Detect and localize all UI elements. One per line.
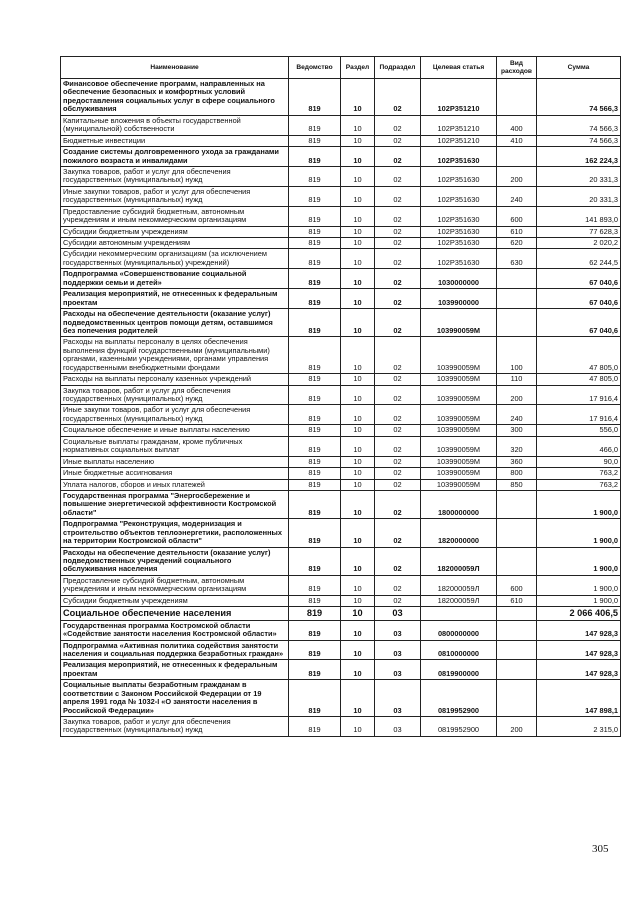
cell-name: Закупка товаров, работ и услуг для обеспечения государственных (муниципальных) нужд bbox=[61, 166, 289, 186]
cell-podrazdel: 02 bbox=[375, 519, 421, 547]
cell-podrazdel: 02 bbox=[375, 238, 421, 249]
cell-sum: 147 898,1 bbox=[537, 680, 621, 717]
cell-razdel: 10 bbox=[341, 206, 375, 226]
cell-target-article: 182000059Л bbox=[421, 595, 497, 606]
cell-expense-type: 320 bbox=[497, 436, 537, 456]
table-row bbox=[61, 269, 621, 289]
cell-expense-type bbox=[497, 640, 537, 660]
table-row bbox=[61, 249, 621, 269]
cell-podrazdel: 02 bbox=[375, 147, 421, 167]
header-podrazdel: Подраздел bbox=[375, 57, 421, 79]
cell-expense-type: 110 bbox=[497, 374, 537, 385]
table-row bbox=[61, 226, 621, 237]
cell-target-article: 102P351630 bbox=[421, 238, 497, 249]
cell-name: Создание системы долговременного ухода за гражданами пожилого возраста и инвалидами bbox=[61, 147, 289, 167]
cell-vedomstvo: 819 bbox=[289, 479, 341, 490]
cell-razdel: 10 bbox=[341, 519, 375, 547]
cell-name: Уплата налогов, сборов и иных платежей bbox=[61, 479, 289, 490]
cell-vedomstvo: 819 bbox=[289, 166, 341, 186]
cell-sum: 556,0 bbox=[537, 425, 621, 436]
cell-podrazdel: 02 bbox=[375, 425, 421, 436]
cell-podrazdel: 03 bbox=[375, 640, 421, 660]
cell-razdel: 10 bbox=[341, 309, 375, 337]
cell-sum: 47 805,0 bbox=[537, 337, 621, 374]
cell-name: Социальные выплаты гражданам, кроме публичных нормативных социальных выплат bbox=[61, 436, 289, 456]
cell-name: Иные бюджетные ассигнования bbox=[61, 468, 289, 479]
cell-sum: 67 040,6 bbox=[537, 309, 621, 337]
cell-expense-type: 610 bbox=[497, 595, 537, 606]
cell-podrazdel: 02 bbox=[375, 405, 421, 425]
cell-vedomstvo: 819 bbox=[289, 468, 341, 479]
cell-podrazdel: 02 bbox=[375, 226, 421, 237]
cell-name: Иные закупки товаров, работ и услуг для обеспечения государственных (муниципальных) нужд bbox=[61, 405, 289, 425]
table-row bbox=[61, 595, 621, 606]
cell-target-article: 102P351630 bbox=[421, 147, 497, 167]
cell-razdel: 10 bbox=[341, 575, 375, 595]
cell-expense-type: 600 bbox=[497, 575, 537, 595]
cell-podrazdel: 02 bbox=[375, 186, 421, 206]
cell-sum: 763,2 bbox=[537, 468, 621, 479]
cell-name: Социальное обеспечение населения bbox=[61, 607, 289, 620]
cell-razdel: 10 bbox=[341, 468, 375, 479]
cell-vedomstvo: 819 bbox=[289, 575, 341, 595]
cell-podrazdel: 02 bbox=[375, 547, 421, 575]
table-row bbox=[61, 135, 621, 146]
cell-name: Иные закупки товаров, работ и услуг для обеспечения государственных (муниципальных) нужд bbox=[61, 186, 289, 206]
cell-podrazdel: 02 bbox=[375, 374, 421, 385]
cell-name: Расходы на обеспечение деятельности (оказание услуг) подведомственных центров помощи детям, оставшимся без попечения родителей bbox=[61, 309, 289, 337]
cell-name: Субсидии автономным учреждениям bbox=[61, 238, 289, 249]
cell-podrazdel: 02 bbox=[375, 595, 421, 606]
cell-sum: 2 020,2 bbox=[537, 238, 621, 249]
cell-target-article: 102P351210 bbox=[421, 135, 497, 146]
cell-target-article: 103990059М bbox=[421, 456, 497, 467]
cell-target-article: 0800000000 bbox=[421, 620, 497, 640]
cell-sum: 74 566,3 bbox=[537, 135, 621, 146]
cell-target-article: 0810000000 bbox=[421, 640, 497, 660]
cell-target-article: 102P351630 bbox=[421, 206, 497, 226]
cell-target-article: 1820000000 bbox=[421, 519, 497, 547]
cell-sum: 74 566,3 bbox=[537, 79, 621, 116]
table-row bbox=[61, 519, 621, 547]
cell-expense-type bbox=[497, 289, 537, 309]
table-row bbox=[61, 717, 621, 737]
table-row bbox=[61, 468, 621, 479]
cell-target-article: 103990059М bbox=[421, 405, 497, 425]
cell-razdel: 10 bbox=[341, 717, 375, 737]
cell-podrazdel: 03 bbox=[375, 607, 421, 620]
table-row bbox=[61, 547, 621, 575]
cell-razdel: 10 bbox=[341, 269, 375, 289]
cell-vedomstvo: 819 bbox=[289, 147, 341, 167]
cell-vedomstvo: 819 bbox=[289, 547, 341, 575]
table-row bbox=[61, 660, 621, 680]
cell-target-article: 103990059М bbox=[421, 436, 497, 456]
cell-name: Предоставление субсидий бюджетным, автономным учреждениям и иным некоммерческим организациям bbox=[61, 206, 289, 226]
cell-name: Расходы на обеспечение деятельности (оказание услуг) подведомственных учреждений социального обслуживания населения bbox=[61, 547, 289, 575]
cell-expense-type bbox=[497, 660, 537, 680]
cell-expense-type bbox=[497, 269, 537, 289]
cell-expense-type: 410 bbox=[497, 135, 537, 146]
table-row bbox=[61, 289, 621, 309]
cell-razdel: 10 bbox=[341, 425, 375, 436]
cell-razdel: 10 bbox=[341, 289, 375, 309]
table-row bbox=[61, 680, 621, 717]
cell-razdel: 10 bbox=[341, 79, 375, 116]
cell-name: Финансовое обеспечение программ, направленных на обеспечение безопасных и комфортных условий предоставления социальных услуг в сфере социального обслуживания bbox=[61, 79, 289, 116]
cell-podrazdel: 02 bbox=[375, 115, 421, 135]
cell-name: Подпрограмма "Реконструкция, модернизация и строительство объектов теплоэнергетики, расположенных на территории Костромской области" bbox=[61, 519, 289, 547]
cell-razdel: 10 bbox=[341, 436, 375, 456]
budget-table bbox=[60, 56, 621, 737]
cell-razdel: 10 bbox=[341, 547, 375, 575]
cell-vedomstvo: 819 bbox=[289, 456, 341, 467]
cell-vedomstvo: 819 bbox=[289, 186, 341, 206]
cell-vedomstvo: 819 bbox=[289, 135, 341, 146]
cell-vedomstvo: 819 bbox=[289, 405, 341, 425]
cell-expense-type bbox=[497, 519, 537, 547]
cell-vedomstvo: 819 bbox=[289, 425, 341, 436]
cell-expense-type bbox=[497, 547, 537, 575]
cell-target-article: 103990059М bbox=[421, 309, 497, 337]
cell-sum: 147 928,3 bbox=[537, 620, 621, 640]
cell-name: Государственная программа Костромской области «Содействие занятости населения Костромской области» bbox=[61, 620, 289, 640]
cell-target-article: 1030000000 bbox=[421, 269, 497, 289]
cell-vedomstvo: 819 bbox=[289, 269, 341, 289]
cell-podrazdel: 02 bbox=[375, 385, 421, 405]
cell-razdel: 10 bbox=[341, 456, 375, 467]
cell-podrazdel: 02 bbox=[375, 490, 421, 518]
cell-podrazdel: 02 bbox=[375, 269, 421, 289]
cell-target-article: 102P351630 bbox=[421, 249, 497, 269]
cell-razdel: 10 bbox=[341, 135, 375, 146]
cell-razdel: 10 bbox=[341, 479, 375, 490]
table-row bbox=[61, 115, 621, 135]
cell-vedomstvo: 819 bbox=[289, 115, 341, 135]
cell-vedomstvo: 819 bbox=[289, 717, 341, 737]
table-row bbox=[61, 79, 621, 116]
cell-podrazdel: 03 bbox=[375, 717, 421, 737]
cell-vedomstvo: 819 bbox=[289, 436, 341, 456]
cell-razdel: 10 bbox=[341, 385, 375, 405]
cell-sum: 20 331,3 bbox=[537, 166, 621, 186]
cell-podrazdel: 02 bbox=[375, 456, 421, 467]
cell-vedomstvo: 819 bbox=[289, 595, 341, 606]
cell-podrazdel: 02 bbox=[375, 468, 421, 479]
cell-expense-type: 200 bbox=[497, 717, 537, 737]
table-row bbox=[61, 337, 621, 374]
cell-expense-type: 200 bbox=[497, 166, 537, 186]
cell-expense-type: 100 bbox=[497, 337, 537, 374]
cell-target-article: 0819900000 bbox=[421, 660, 497, 680]
cell-vedomstvo: 819 bbox=[289, 226, 341, 237]
cell-vedomstvo: 819 bbox=[289, 309, 341, 337]
table-row bbox=[61, 607, 621, 620]
cell-expense-type: 600 bbox=[497, 206, 537, 226]
cell-vedomstvo: 819 bbox=[289, 79, 341, 116]
table-row bbox=[61, 425, 621, 436]
table-row bbox=[61, 238, 621, 249]
cell-name: Реализация мероприятий, не отнесенных к федеральным проектам bbox=[61, 660, 289, 680]
table-row bbox=[61, 374, 621, 385]
cell-vedomstvo: 819 bbox=[289, 660, 341, 680]
cell-sum: 74 566,3 bbox=[537, 115, 621, 135]
table-row bbox=[61, 385, 621, 405]
cell-expense-type: 400 bbox=[497, 115, 537, 135]
cell-razdel: 10 bbox=[341, 147, 375, 167]
cell-expense-type: 300 bbox=[497, 425, 537, 436]
table-row bbox=[61, 186, 621, 206]
header-vedomstvo: Ведомство bbox=[289, 57, 341, 79]
cell-vedomstvo: 819 bbox=[289, 249, 341, 269]
cell-razdel: 10 bbox=[341, 374, 375, 385]
cell-expense-type: 850 bbox=[497, 479, 537, 490]
cell-sum: 1 900,0 bbox=[537, 519, 621, 547]
cell-expense-type: 620 bbox=[497, 238, 537, 249]
cell-vedomstvo: 819 bbox=[289, 206, 341, 226]
cell-name: Реализация мероприятий, не отнесенных к федеральным проектам bbox=[61, 289, 289, 309]
cell-podrazdel: 02 bbox=[375, 289, 421, 309]
table-row bbox=[61, 575, 621, 595]
cell-podrazdel: 02 bbox=[375, 436, 421, 456]
cell-razdel: 10 bbox=[341, 166, 375, 186]
cell-vedomstvo: 819 bbox=[289, 374, 341, 385]
cell-razdel: 10 bbox=[341, 405, 375, 425]
cell-vedomstvo: 819 bbox=[289, 289, 341, 309]
cell-name: Социальное обеспечение и иные выплаты населению bbox=[61, 425, 289, 436]
cell-target-article: 103990059М bbox=[421, 374, 497, 385]
cell-target-article: 182000059Л bbox=[421, 547, 497, 575]
cell-target-article: 103990059М bbox=[421, 337, 497, 374]
cell-sum: 147 928,3 bbox=[537, 640, 621, 660]
cell-target-article: 103990059М bbox=[421, 468, 497, 479]
cell-podrazdel: 02 bbox=[375, 135, 421, 146]
cell-name: Субсидии некоммерческим организациям (за исключением государственных (муниципальных) учреждений) bbox=[61, 249, 289, 269]
header-sum: Сумма bbox=[537, 57, 621, 79]
table-header-row bbox=[61, 57, 621, 79]
cell-sum: 77 628,3 bbox=[537, 226, 621, 237]
cell-name: Закупка товаров, работ и услуг для обеспечения государственных (муниципальных) нужд bbox=[61, 717, 289, 737]
cell-expense-type bbox=[497, 79, 537, 116]
cell-target-article: 102P351630 bbox=[421, 186, 497, 206]
cell-sum: 17 916,4 bbox=[537, 405, 621, 425]
cell-sum: 67 040,6 bbox=[537, 269, 621, 289]
cell-sum: 763,2 bbox=[537, 479, 621, 490]
cell-expense-type bbox=[497, 607, 537, 620]
cell-razdel: 10 bbox=[341, 490, 375, 518]
cell-target-article bbox=[421, 607, 497, 620]
cell-podrazdel: 02 bbox=[375, 206, 421, 226]
table-row bbox=[61, 166, 621, 186]
cell-name: Социальные выплаты безработным гражданам в соответствии с Законом Российской Федерации от 19 апреля 1991 года № 1032-I «О занятости населения в Российской Федерации» bbox=[61, 680, 289, 717]
cell-sum: 47 805,0 bbox=[537, 374, 621, 385]
cell-name: Государственная программа "Энергосбережение и повышение энергетической эффективности Костромской области" bbox=[61, 490, 289, 518]
table-row bbox=[61, 405, 621, 425]
table-row bbox=[61, 490, 621, 518]
cell-sum: 90,0 bbox=[537, 456, 621, 467]
table-row bbox=[61, 620, 621, 640]
cell-vedomstvo: 819 bbox=[289, 490, 341, 518]
cell-sum: 1 900,0 bbox=[537, 547, 621, 575]
cell-vedomstvo: 819 bbox=[289, 620, 341, 640]
header-razdel: Раздел bbox=[341, 57, 375, 79]
cell-razdel: 10 bbox=[341, 337, 375, 374]
cell-target-article: 102P351210 bbox=[421, 115, 497, 135]
cell-razdel: 10 bbox=[341, 249, 375, 269]
cell-expense-type: 610 bbox=[497, 226, 537, 237]
cell-podrazdel: 02 bbox=[375, 337, 421, 374]
cell-vedomstvo: 819 bbox=[289, 385, 341, 405]
cell-podrazdel: 02 bbox=[375, 575, 421, 595]
cell-podrazdel: 02 bbox=[375, 309, 421, 337]
header-expense-type: Вид расходов bbox=[497, 57, 537, 79]
header-target-article: Целевая статья bbox=[421, 57, 497, 79]
cell-target-article: 102P351210 bbox=[421, 79, 497, 116]
cell-expense-type bbox=[497, 147, 537, 167]
cell-sum: 1 900,0 bbox=[537, 575, 621, 595]
cell-razdel: 10 bbox=[341, 226, 375, 237]
cell-podrazdel: 02 bbox=[375, 249, 421, 269]
cell-sum: 466,0 bbox=[537, 436, 621, 456]
cell-sum: 2 066 406,5 bbox=[537, 607, 621, 620]
cell-expense-type bbox=[497, 620, 537, 640]
cell-razdel: 10 bbox=[341, 660, 375, 680]
cell-name: Субсидии бюджетным учреждениям bbox=[61, 595, 289, 606]
cell-vedomstvo: 819 bbox=[289, 337, 341, 374]
cell-vedomstvo: 819 bbox=[289, 680, 341, 717]
cell-sum: 1 900,0 bbox=[537, 490, 621, 518]
cell-razdel: 10 bbox=[341, 186, 375, 206]
cell-name: Закупка товаров, работ и услуг для обеспечения государственных (муниципальных) нужд bbox=[61, 385, 289, 405]
table-row bbox=[61, 309, 621, 337]
cell-target-article: 103990059М bbox=[421, 425, 497, 436]
budget-table-wrapper bbox=[60, 56, 620, 737]
cell-razdel: 10 bbox=[341, 595, 375, 606]
cell-podrazdel: 03 bbox=[375, 660, 421, 680]
cell-expense-type bbox=[497, 490, 537, 518]
cell-sum: 17 916,4 bbox=[537, 385, 621, 405]
cell-expense-type: 630 bbox=[497, 249, 537, 269]
cell-name: Иные выплаты населению bbox=[61, 456, 289, 467]
cell-sum: 141 893,0 bbox=[537, 206, 621, 226]
cell-expense-type: 800 bbox=[497, 468, 537, 479]
cell-name: Подпрограмма «Совершенствование социальной поддержки семьи и детей» bbox=[61, 269, 289, 289]
cell-podrazdel: 02 bbox=[375, 479, 421, 490]
cell-target-article: 0819952900 bbox=[421, 717, 497, 737]
cell-razdel: 10 bbox=[341, 238, 375, 249]
cell-target-article: 1800000000 bbox=[421, 490, 497, 518]
cell-vedomstvo: 819 bbox=[289, 519, 341, 547]
cell-razdel: 10 bbox=[341, 680, 375, 717]
cell-name: Бюджетные инвестиции bbox=[61, 135, 289, 146]
cell-expense-type bbox=[497, 309, 537, 337]
cell-name: Предоставление субсидий бюджетным, автономным учреждениям и иным некоммерческим организациям bbox=[61, 575, 289, 595]
cell-podrazdel: 02 bbox=[375, 166, 421, 186]
cell-vedomstvo: 819 bbox=[289, 238, 341, 249]
cell-razdel: 10 bbox=[341, 640, 375, 660]
cell-target-article: 182000059Л bbox=[421, 575, 497, 595]
cell-sum: 67 040,6 bbox=[537, 289, 621, 309]
cell-podrazdel: 03 bbox=[375, 680, 421, 717]
table-row bbox=[61, 640, 621, 660]
cell-podrazdel: 03 bbox=[375, 620, 421, 640]
header-name: Наименование bbox=[61, 57, 289, 79]
cell-vedomstvo: 819 bbox=[289, 607, 341, 620]
cell-name: Капитальные вложения в объекты государственной (муниципальной) собственности bbox=[61, 115, 289, 135]
table-row bbox=[61, 206, 621, 226]
cell-name: Подпрограмма «Активная политика содействия занятости населения и социальная поддержка безработных граждан» bbox=[61, 640, 289, 660]
cell-sum: 20 331,3 bbox=[537, 186, 621, 206]
cell-razdel: 10 bbox=[341, 620, 375, 640]
cell-sum: 147 928,3 bbox=[537, 660, 621, 680]
cell-sum: 2 315,0 bbox=[537, 717, 621, 737]
cell-name: Субсидии бюджетным учреждениям bbox=[61, 226, 289, 237]
page-number: 305 bbox=[592, 843, 609, 855]
cell-target-article: 1039900000 bbox=[421, 289, 497, 309]
table-row bbox=[61, 147, 621, 167]
cell-target-article: 102P351630 bbox=[421, 166, 497, 186]
cell-expense-type: 240 bbox=[497, 405, 537, 425]
cell-expense-type bbox=[497, 680, 537, 717]
cell-name: Расходы на выплаты персоналу казенных учреждений bbox=[61, 374, 289, 385]
cell-sum: 162 224,3 bbox=[537, 147, 621, 167]
table-row bbox=[61, 436, 621, 456]
cell-target-article: 103990059М bbox=[421, 385, 497, 405]
cell-sum: 1 900,0 bbox=[537, 595, 621, 606]
cell-target-article: 102P351630 bbox=[421, 226, 497, 237]
cell-expense-type: 200 bbox=[497, 385, 537, 405]
cell-target-article: 0819952900 bbox=[421, 680, 497, 717]
cell-target-article: 103990059М bbox=[421, 479, 497, 490]
cell-razdel: 10 bbox=[341, 607, 375, 620]
cell-sum: 62 244,5 bbox=[537, 249, 621, 269]
cell-name: Расходы на выплаты персоналу в целях обеспечения выполнения функций государственными (муниципальными) органами, казенными учреждениями, органами управления государственными внебюджетными фондами bbox=[61, 337, 289, 374]
table-row bbox=[61, 456, 621, 467]
table-body bbox=[61, 79, 621, 737]
cell-expense-type: 240 bbox=[497, 186, 537, 206]
table-row bbox=[61, 479, 621, 490]
cell-vedomstvo: 819 bbox=[289, 640, 341, 660]
cell-podrazdel: 02 bbox=[375, 79, 421, 116]
cell-razdel: 10 bbox=[341, 115, 375, 135]
cell-expense-type: 360 bbox=[497, 456, 537, 467]
